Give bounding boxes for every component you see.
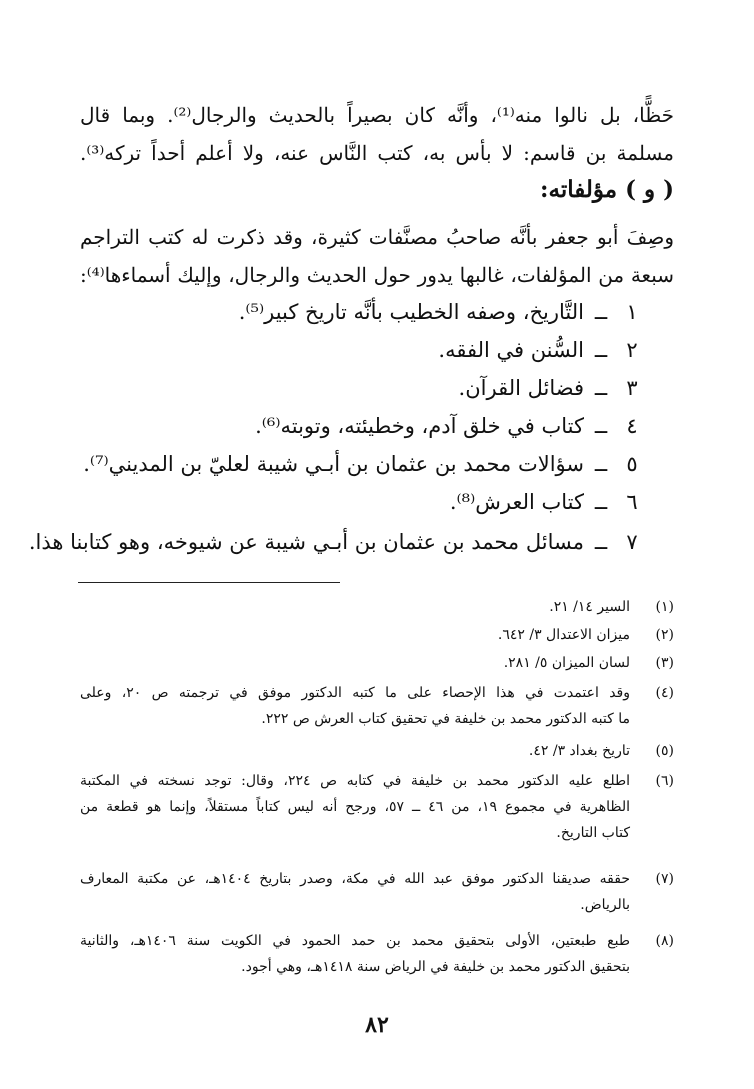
list-item-text: التَّاريخ، وصفه الخطيب بأنَّه تاريخ كبير⁽⁵⁾.	[238, 300, 584, 324]
list-item-number: ٤	[626, 414, 638, 438]
list-item-text: سؤالات محمد بن عثمان بن أبـي شيبة لعليّ بن المديني⁽⁷⁾.	[83, 452, 584, 476]
list-item-dash: ــ	[594, 338, 608, 362]
footnote	[80, 680, 674, 732]
section-heading: ( و ) مؤلفاته:	[540, 176, 674, 203]
list-item-number: ٦	[626, 490, 638, 514]
footnote-text: السير ١٤/ ٢١.	[549, 599, 630, 615]
footnote-text: بتحقيق الدكتور محمد بن خليفة في الرياض سنة ١٤١٨هـ، وهي أجود.	[241, 959, 630, 975]
list-item-text: فضائل القرآن.	[458, 376, 584, 400]
footnote-text: اطلع عليه الدكتور محمد بن خليفة في كتابه ص ٢٢٤، وقال: توجد نسخته في المكتبة	[80, 773, 630, 789]
footnote-number: (٧)	[655, 871, 674, 887]
list-item	[83, 452, 646, 476]
list-item-dash: ــ	[594, 376, 608, 400]
footnote	[80, 650, 674, 676]
footnote-text: ما كتبه الدكتور محمد بن خليفة في تحقيق كتاب العرش ص ٢٢٢.	[261, 711, 630, 727]
footnote-text: لسان الميزان ٥/ ٢٨١.	[503, 655, 630, 671]
footnote-number: (٤)	[655, 685, 674, 701]
footnote-text: بالرياض.	[580, 897, 630, 913]
footnote	[80, 594, 674, 620]
footnote-number: (٣)	[655, 655, 674, 671]
list-item	[438, 338, 646, 362]
list-item-dash: ــ	[594, 530, 608, 554]
list-item	[29, 530, 646, 554]
body-paragraph-1-line-2: مسلمة بن قاسم: لا بأس به، كتب النَّاس عنه، ولا أعلم أحداً تركه⁽³⁾.	[80, 141, 674, 165]
body-paragraph-2-line-1: وصِفَ أبو جعفر بأنَّه صاحبُ مصنَّفات كثيرة، وقد ذكرت له كتب التراجم	[80, 225, 674, 249]
list-item-dash: ــ	[594, 414, 608, 438]
footnote-text: الظاهرية في مجموع ١٩، من ٤٦ ــ ٥٧، ورجح أنه ليس كتاباً مستقلاً، وإنما هو قطعة من	[80, 799, 631, 815]
footnote-number: (٥)	[655, 743, 674, 759]
footnote	[80, 928, 674, 980]
footnote-number: (٢)	[655, 627, 674, 643]
footnote	[80, 738, 674, 764]
list-item-dash: ــ	[594, 490, 608, 514]
footnote-number: (٦)	[655, 773, 674, 789]
footnote-text: كتاب التاريخ.	[556, 825, 630, 841]
footnote	[80, 768, 674, 846]
list-item-text: كتاب العرش⁽⁸⁾.	[449, 490, 584, 514]
footnote-number: (٨)	[655, 933, 674, 949]
body-paragraph-1-line-1: حَظًّا، بل نالوا منه⁽¹⁾، وأنَّه كان بصيراً بالحديث والرجال⁽²⁾. وبما قال	[80, 103, 674, 127]
list-item-dash: ــ	[594, 452, 608, 476]
list-item-text: السُّنن في الفقه.	[438, 338, 584, 362]
list-item-number: ٣	[626, 376, 638, 400]
footnote	[80, 622, 674, 648]
footnote	[80, 866, 674, 918]
list-item-text: مسائل محمد بن عثمان بن أبـي شيبة عن شيوخه، وهو كتابنا هذا.	[28, 530, 584, 554]
footnote-text: وقد اعتمدت في هذا الإحصاء على ما كتبه الدكتور موفق في ترجمته ص ٢٠، وعلى	[80, 685, 630, 701]
body-paragraph-2-line-2: سبعة من المؤلفات، غالبها يدور حول الحديث والرجال، وإليك أسماءها⁽⁴⁾:	[80, 263, 674, 287]
footnote-number: (١)	[655, 599, 674, 615]
footnote-separator	[78, 582, 340, 583]
footnote-text: طبع طبعتين، الأولى بتحقيق محمد بن حمد الحمود في الكويت سنة ١٤٠٦هـ، والثانية	[80, 933, 630, 949]
footnote-text: تاريخ بغداد ٣/ ٤٢.	[528, 743, 630, 759]
list-item	[450, 490, 646, 514]
list-item	[459, 376, 646, 400]
list-item	[255, 414, 646, 438]
footnote-text: حققه صديقنا الدكتور موفق عبد الله في مكة، وصدر بتاريخ ١٤٠٤هـ، عن مكتبة المعارف	[80, 871, 631, 887]
list-item-number: ٥	[626, 452, 638, 476]
list-item-number: ٧	[626, 530, 638, 554]
list-item-number: ٢	[626, 338, 638, 362]
page-number: ٨٢	[365, 1012, 389, 1038]
list-item	[239, 300, 646, 324]
list-item-text: كتاب في خلق آدم، وخطيئته، وتوبته⁽⁶⁾.	[255, 414, 584, 438]
list-item-dash: ــ	[594, 300, 608, 324]
footnote-text: ميزان الاعتدال ٣/ ٦٤٢.	[497, 627, 630, 643]
list-item-number: ١	[626, 300, 638, 324]
